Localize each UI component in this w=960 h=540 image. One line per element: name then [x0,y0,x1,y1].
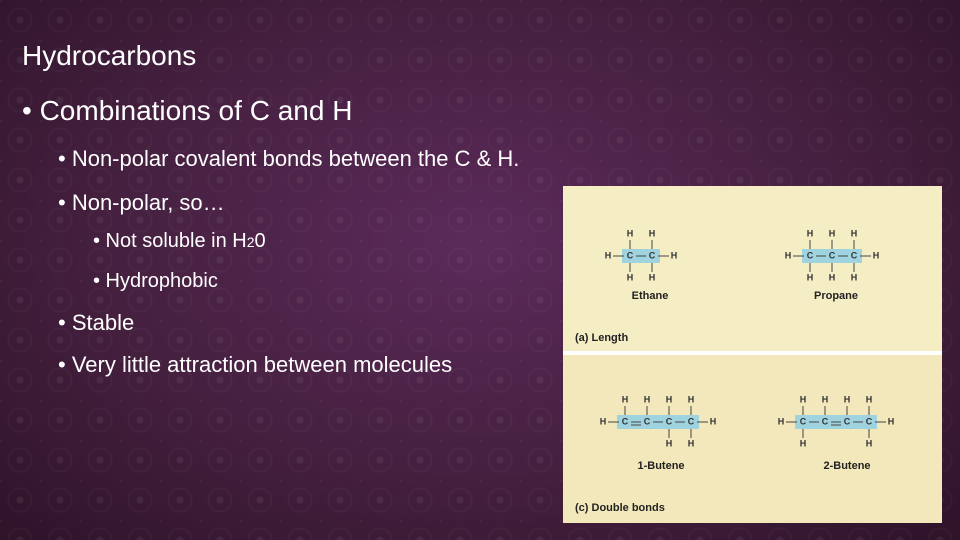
atom-h: H [865,438,873,449]
atom-h: H [872,250,880,261]
atom-c: C [843,416,851,427]
caption-double-bonds: (c) Double bonds [575,502,665,514]
atom-c: C [850,250,858,261]
bullet-level2-nonpolar-bonds: • Non-polar covalent bonds between the C & H. [58,146,520,171]
atom-h: H [850,228,858,239]
bullet-level2-stable: • Stable [58,310,135,335]
molecule-diagrams [563,186,942,523]
atom-h: H [828,272,836,283]
atom-c: C [865,416,873,427]
atom-h: H [784,250,792,261]
atom-c: C [821,416,829,427]
atom-h: H [799,438,807,449]
bullet-text-end: 0 [254,230,266,252]
atom-c: C [687,416,695,427]
atom-h: H [887,416,895,427]
bullet-level3-not-soluble [93,230,266,253]
atom-c: C [648,250,656,261]
atom-h: H [850,272,858,283]
atom-h: H [828,228,836,239]
atom-h: H [777,416,785,427]
atom-h: H [665,438,673,449]
atom-h: H [687,394,695,405]
bullet-level1: • Combinations of C and H [22,95,353,126]
atom-h: H [626,228,634,239]
atom-h: H [843,394,851,405]
bullet-level2-attraction: • Very little attraction between molecules [58,352,453,377]
molecule-name-propane: Propane [813,290,858,302]
atom-h: H [799,394,807,405]
atom-h: H [865,394,873,405]
atom-c: C [621,416,629,427]
molecule-name-ethane: Ethane [631,290,669,302]
atom-h: H [648,272,656,283]
atom-h: H [665,394,673,405]
molecule-name-2-butene: 2-Butene [823,460,871,472]
slide-title: Hydrocarbons [22,40,197,71]
atom-h: H [648,228,656,239]
atom-c: C [643,416,651,427]
atom-h: H [621,394,629,405]
caption-length: (a) Length [575,332,629,344]
atom-c: C [806,250,814,261]
subscript: 2 [246,234,255,250]
atom-c: C [828,250,836,261]
atom-h: H [821,394,829,405]
atom-c: C [665,416,673,427]
atom-h: H [643,394,651,405]
atom-h: H [709,416,717,427]
bullet-level3-hydrophobic: • Hydrophobic [93,270,218,292]
atom-h: H [670,250,678,261]
atom-h: H [599,416,607,427]
molecule-name-1-butene: 1-Butene [637,460,685,472]
atom-c: C [626,250,634,261]
bullet-level2-nonpolar-so: • Non-polar, so… [58,190,225,215]
atom-c: C [799,416,807,427]
atom-h: H [806,272,814,283]
atom-h: H [687,438,695,449]
atom-h: H [604,250,612,261]
hydrocarbon-figure [563,186,942,523]
atom-h: H [626,272,634,283]
bullet-text: • Not soluble in H [93,230,247,252]
atom-h: H [806,228,814,239]
